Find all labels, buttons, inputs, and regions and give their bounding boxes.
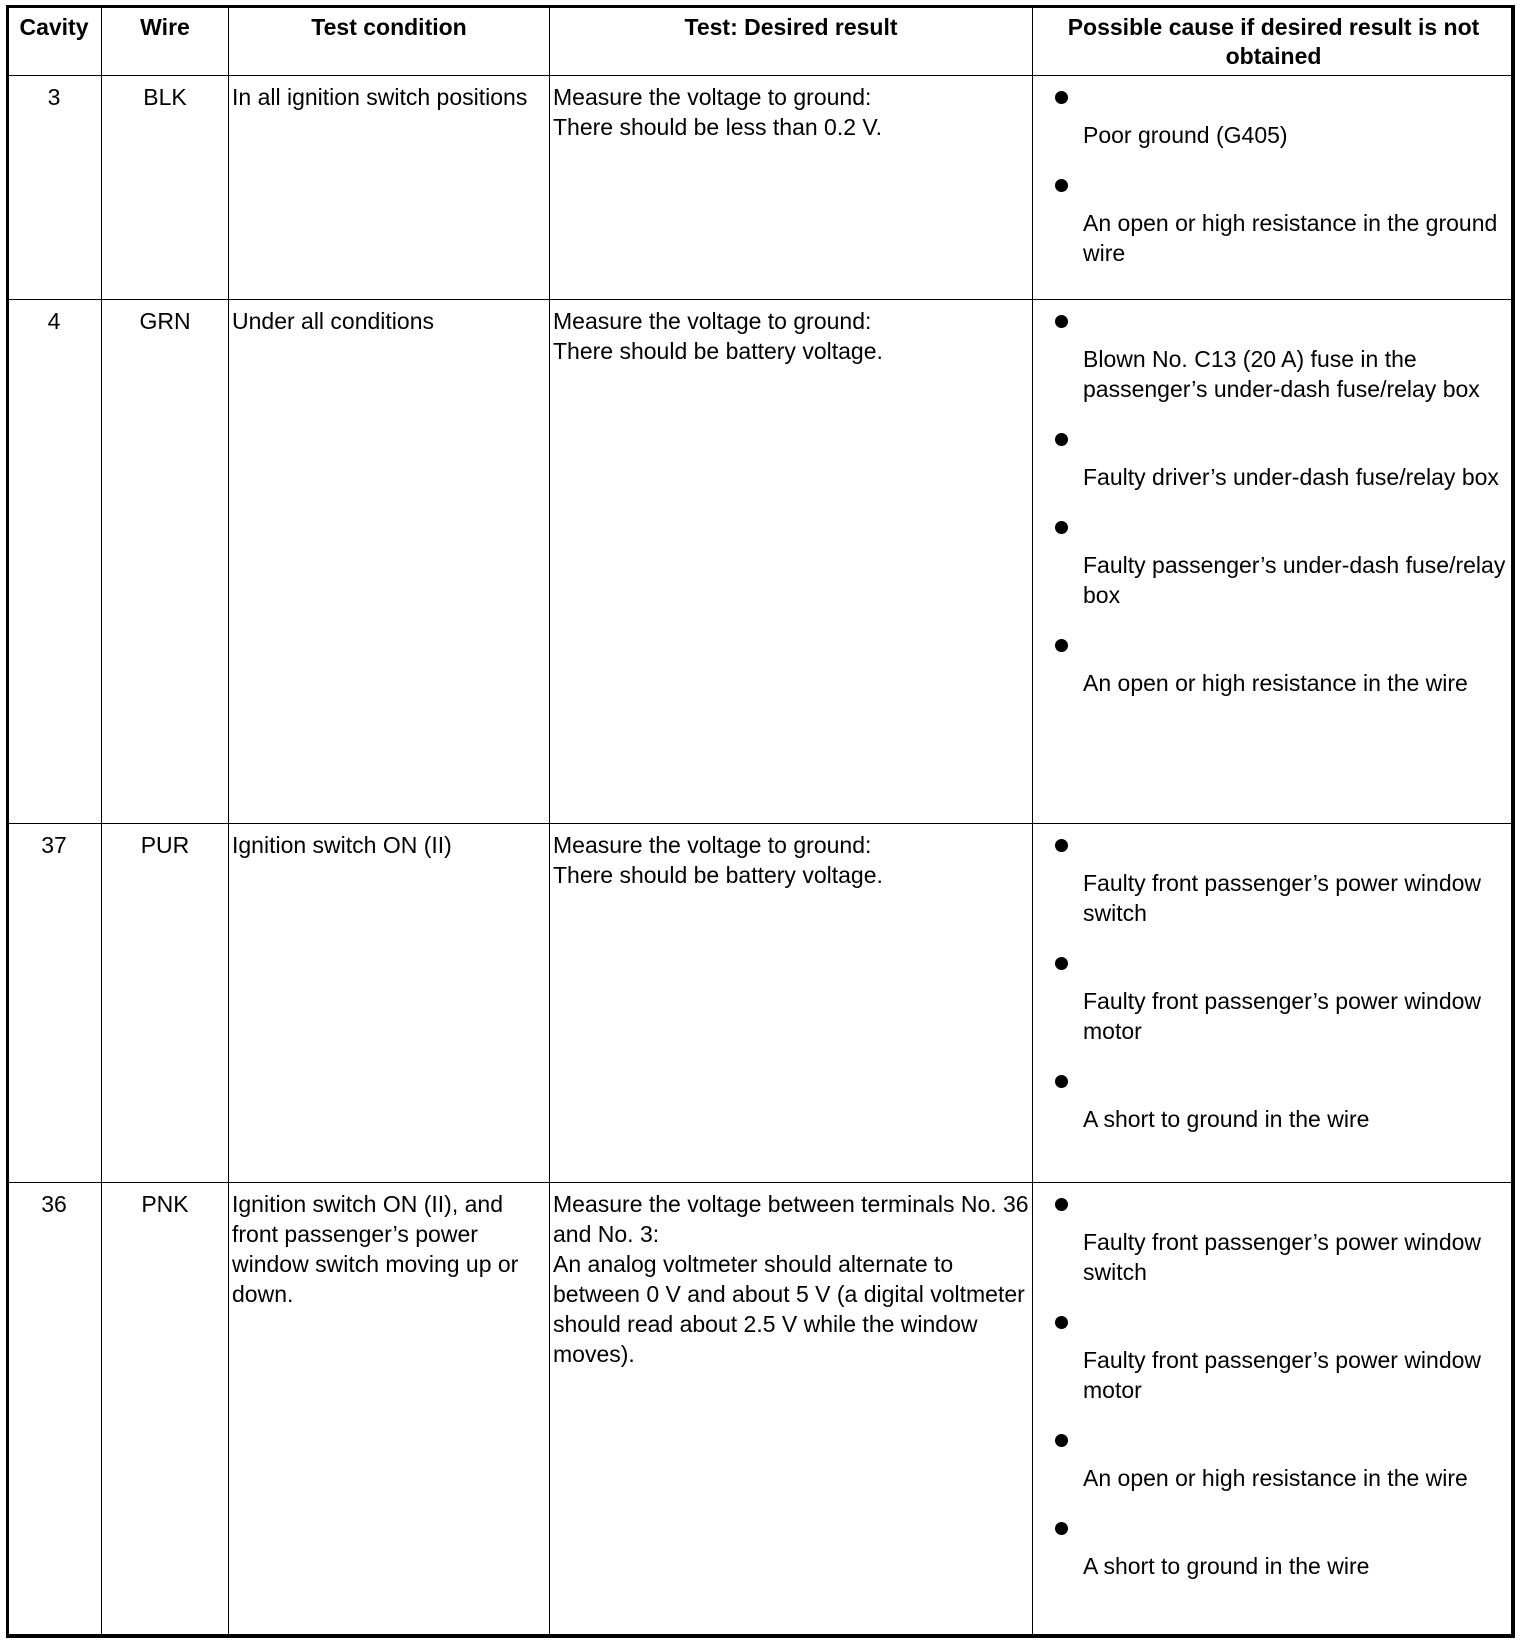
- cause-item: A short to ground in the wire: [1033, 1507, 1514, 1581]
- result-cell: [550, 300, 1033, 824]
- condition-cell: Ignition switch ON (II), and front passenger’s power window switch moving up or down.: [229, 1183, 550, 1638]
- cause-item: Faulty front passenger’s power window motor: [1033, 942, 1514, 1046]
- wire-cell: BLK: [102, 76, 229, 300]
- cause-item: An open or high resistance in the ground wire: [1033, 164, 1514, 268]
- cause-item: Faulty front passenger’s power window switch: [1033, 824, 1514, 928]
- cause-item: Faulty front passenger’s power window switch: [1033, 1183, 1514, 1287]
- wire-cell: PNK: [102, 1183, 229, 1638]
- wire-cell: PUR: [102, 824, 229, 1183]
- result-cell: [550, 824, 1033, 1183]
- result-line: Measure the voltage to ground:: [553, 308, 872, 334]
- header-test-condition: Test condition: [229, 6, 550, 76]
- result-line: An analog voltmeter should alternate to between 0 V and about 5 V (a digital voltmeter should read about 2.5 V while the window moves).: [553, 1251, 1025, 1367]
- cause-cell: [1033, 1183, 1515, 1638]
- cavity-cell: 37: [7, 824, 102, 1183]
- result-line: Measure the voltage to ground:: [553, 84, 872, 110]
- header-possible-cause: Possible cause if desired result is not obtained: [1033, 6, 1515, 76]
- cause-item: An open or high resistance in the wire: [1033, 624, 1514, 698]
- wire-cell: GRN: [102, 300, 229, 824]
- table-row: [7, 824, 1515, 1183]
- header-cavity: Cavity: [7, 6, 102, 76]
- table-row: [7, 300, 1515, 824]
- header-desired-result: Test: Desired result: [550, 6, 1033, 76]
- diagnostic-table-frame: [6, 5, 1514, 1637]
- cause-item: Poor ground (G405): [1033, 76, 1514, 150]
- result-line: There should be battery voltage.: [553, 338, 883, 364]
- result-line: Measure the voltage to ground:: [553, 832, 872, 858]
- condition-cell: Under all conditions: [229, 300, 550, 824]
- cause-item: Faulty passenger’s under-dash fuse/relay box: [1033, 506, 1514, 610]
- cavity-cell: 4: [7, 300, 102, 824]
- cause-item: An open or high resistance in the wire: [1033, 1419, 1514, 1493]
- result-line: There should be less than 0.2 V.: [553, 114, 883, 140]
- header-wire: Wire: [102, 6, 229, 76]
- cause-item: Blown No. C13 (20 A) fuse in the passenger’s under-dash fuse/relay box: [1033, 300, 1514, 404]
- condition-cell: In all ignition switch positions: [229, 76, 550, 300]
- result-cell: [550, 76, 1033, 300]
- cavity-cell: 3: [7, 76, 102, 300]
- table-row: [7, 1183, 1515, 1638]
- cavity-cell: 36: [7, 1183, 102, 1638]
- result-cell: [550, 1183, 1033, 1638]
- diagnostic-table: [6, 5, 1515, 1638]
- header-row: [7, 6, 1515, 76]
- cause-cell: [1033, 300, 1515, 824]
- result-line: Measure the voltage between terminals No. 36 and No. 3:: [553, 1191, 1029, 1247]
- result-line: There should be battery voltage.: [553, 862, 883, 888]
- condition-cell: Ignition switch ON (II): [229, 824, 550, 1183]
- cause-item: A short to ground in the wire: [1033, 1060, 1514, 1134]
- cause-item: Faulty driver’s under-dash fuse/relay box: [1033, 418, 1514, 492]
- cause-cell: [1033, 824, 1515, 1183]
- cause-cell: [1033, 76, 1515, 300]
- cause-item: Faulty front passenger’s power window motor: [1033, 1301, 1514, 1405]
- table-row: [7, 76, 1515, 300]
